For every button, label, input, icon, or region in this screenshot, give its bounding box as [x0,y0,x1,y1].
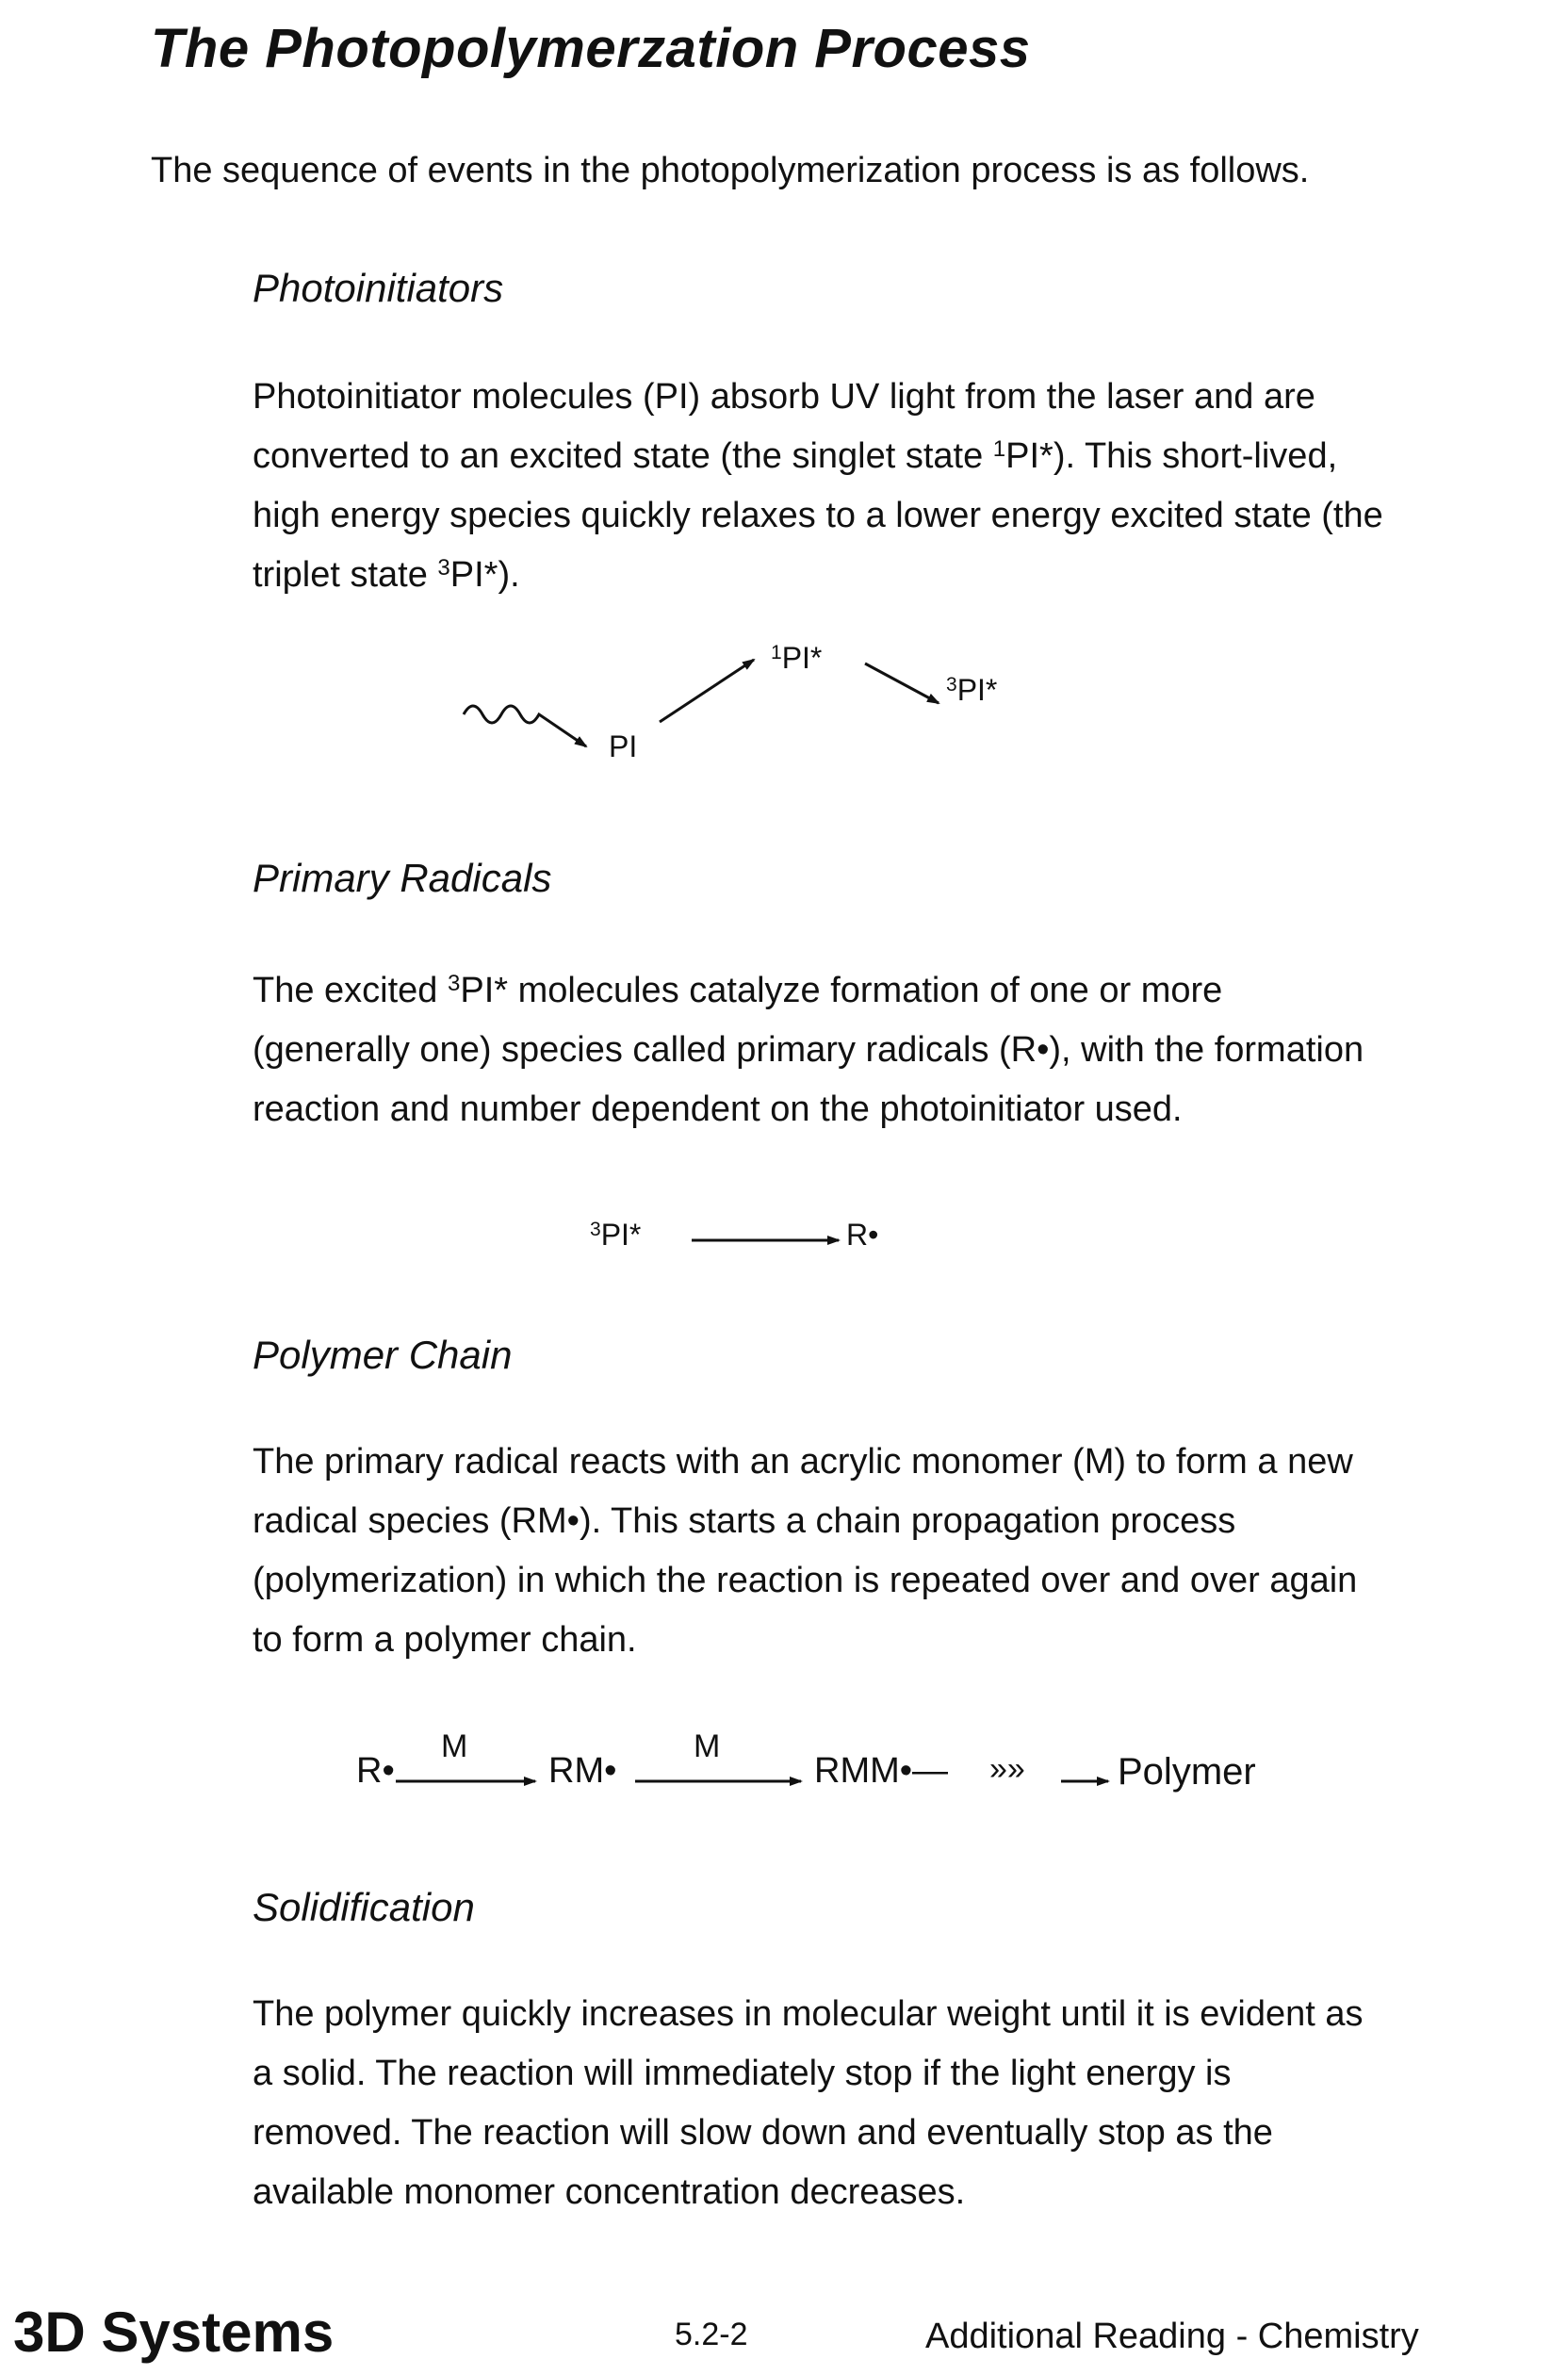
paragraph-line: The excited 3PI* molecules catalyze formation of one or more [253,961,1553,1021]
paragraph-line: available monomer concentration decreases. [253,2163,1553,2222]
excitation-arrow [660,660,754,722]
footer-section-title: Additional Reading - Chemistry [925,2317,1419,2357]
paragraph-line: reaction and number dependent on the photoinitiator used. [253,1080,1553,1139]
paragraph-line: converted to an excited state (the singlet state 1PI*). This short-lived, [253,427,1553,486]
paragraph-line: to form a polymer chain. [253,1611,1553,1670]
heading-primary-radicals: Primary Radicals [253,856,551,901]
chain-polymer: Polymer [1118,1751,1256,1794]
heading-solidification: Solidification [253,1885,475,1930]
label-triplet-pi: 3PI* [946,673,997,708]
paragraph-line: triplet state 3PI*). [253,546,1553,605]
paragraph-line: (generally one) species called primary radicals (R•), with the formation [253,1021,1553,1080]
paragraph-polymer-chain [253,1433,1553,1670]
paragraph-line: removed. The reaction will slow down and eventually stop as the [253,2104,1553,2163]
footer-brand: 3D Systems [13,2300,334,2365]
footer-page-number: 5.2-2 [675,2317,748,2353]
heading-photoinitiators: Photoinitiators [253,266,503,311]
paragraph-line: (polymerization) in which the reaction is repeated over and over again [253,1551,1553,1611]
chain-rm-dot: RM• [548,1751,616,1792]
label-primary-radical: R• [846,1218,878,1253]
page-title: The Photopolymerzation Process [151,17,1031,80]
paragraph-primary-radicals [253,961,1553,1139]
paragraph-line: high energy species quickly relaxes to a lower energy excited state (the [253,486,1553,546]
label-triplet-pi-reactant: 3PI* [590,1218,641,1253]
relaxation-arrow [865,663,939,703]
chain-r-dot: R• [356,1751,395,1792]
paragraph-line: radical species (RM•). This starts a chain propagation process [253,1492,1553,1551]
heading-polymer-chain: Polymer Chain [253,1333,512,1378]
paragraph-line: a solid. The reaction will immediately stop if the light energy is [253,2044,1553,2104]
paragraph-solidification [253,1985,1553,2222]
chain-monomer-2: M [694,1728,720,1765]
intro-text: The sequence of events in the photopolymerization process is as follows. [151,151,1309,191]
chain-rmm-dot: RMM•— [814,1751,948,1792]
uv-light-wavy-arrow [464,706,586,746]
chain-continuation: »» [989,1751,1025,1788]
paragraph-line: The primary radical reacts with an acrylic monomer (M) to form a new [253,1433,1553,1492]
chain-monomer-1: M [441,1728,467,1765]
paragraph-line: The polymer quickly increases in molecular weight until it is evident as [253,1985,1553,2044]
paragraph-line: Photoinitiator molecules (PI) absorb UV light from the laser and are [253,368,1553,427]
label-singlet-pi: 1PI* [771,641,822,676]
label-pi: PI [609,729,637,764]
